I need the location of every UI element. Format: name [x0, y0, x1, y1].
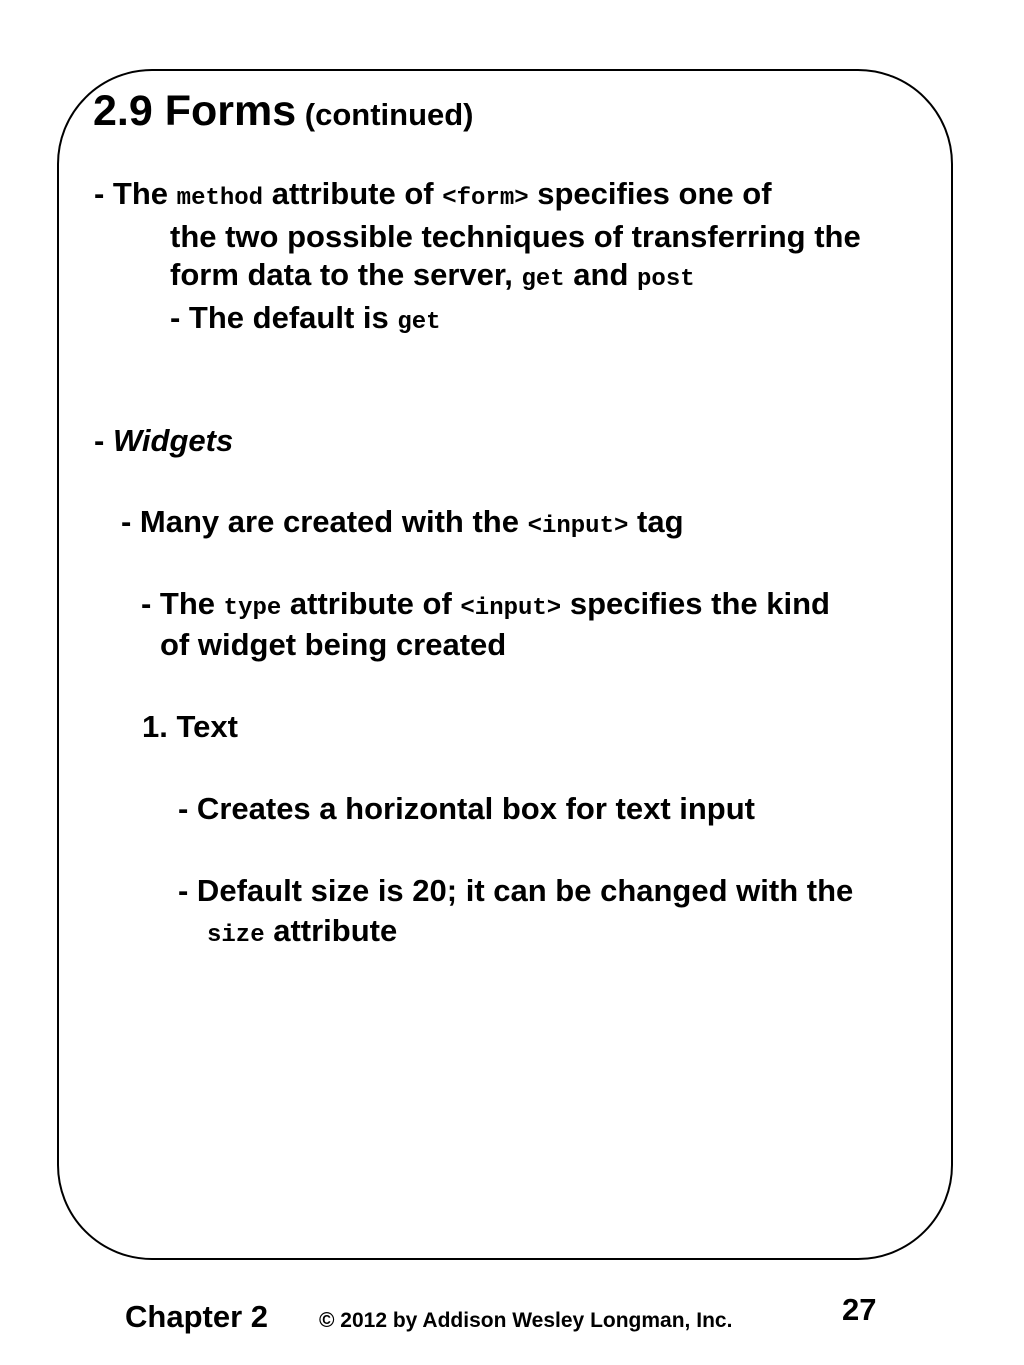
code-form: <form> — [442, 185, 529, 212]
code-get: get — [521, 266, 565, 293]
code-type: type — [223, 595, 282, 622]
type-line-1 — [141, 588, 830, 621]
text-run: specifies the kind — [561, 586, 830, 621]
text-run: tag — [628, 504, 684, 539]
code-post: post — [637, 266, 695, 293]
text-run: attribute of — [281, 586, 461, 621]
code-input: <input> — [527, 513, 629, 540]
text-run: attribute of — [263, 176, 443, 211]
widgets-label: Widgets — [112, 423, 234, 458]
text-run: - The — [94, 176, 177, 211]
text-run: and — [564, 257, 638, 292]
text-run: attribute — [264, 913, 398, 948]
code-input-2: <input> — [460, 595, 562, 622]
footer-copyright: © 2012 by Addison Wesley Longman, Inc. — [319, 1309, 733, 1332]
code-get-default: get — [397, 309, 441, 336]
code-size: size — [207, 922, 265, 949]
slide-title — [93, 87, 474, 135]
text-run: - The default is — [170, 300, 398, 335]
text-run: - Many are created with the — [121, 504, 528, 539]
code-method: method — [176, 185, 264, 212]
method-line-2: the two possible techniques of transferring the — [170, 219, 861, 254]
method-line-4 — [170, 302, 441, 335]
text-run: form data to the server, — [170, 257, 522, 292]
text-bullet-2-cont — [207, 915, 397, 948]
method-line-1 — [94, 178, 772, 211]
text-heading: 1. Text — [142, 709, 238, 744]
title-suffix: (continued) — [304, 97, 474, 132]
text-run: - — [94, 423, 113, 458]
footer-chapter: Chapter 2 — [125, 1299, 268, 1334]
page-number: 27 — [842, 1292, 877, 1327]
input-tag-line — [121, 506, 684, 539]
widgets-heading — [94, 425, 233, 456]
type-line-2: of widget being created — [160, 627, 507, 662]
method-line-3 — [170, 259, 695, 292]
text-bullet-1: - Creates a horizontal box for text input — [178, 791, 755, 826]
title-text: 2.9 Forms — [93, 87, 297, 135]
text-bullet-2: - Default size is 20; it can be changed with the — [178, 873, 854, 908]
text-run: specifies one of — [528, 176, 772, 211]
text-run: - The — [141, 586, 224, 621]
